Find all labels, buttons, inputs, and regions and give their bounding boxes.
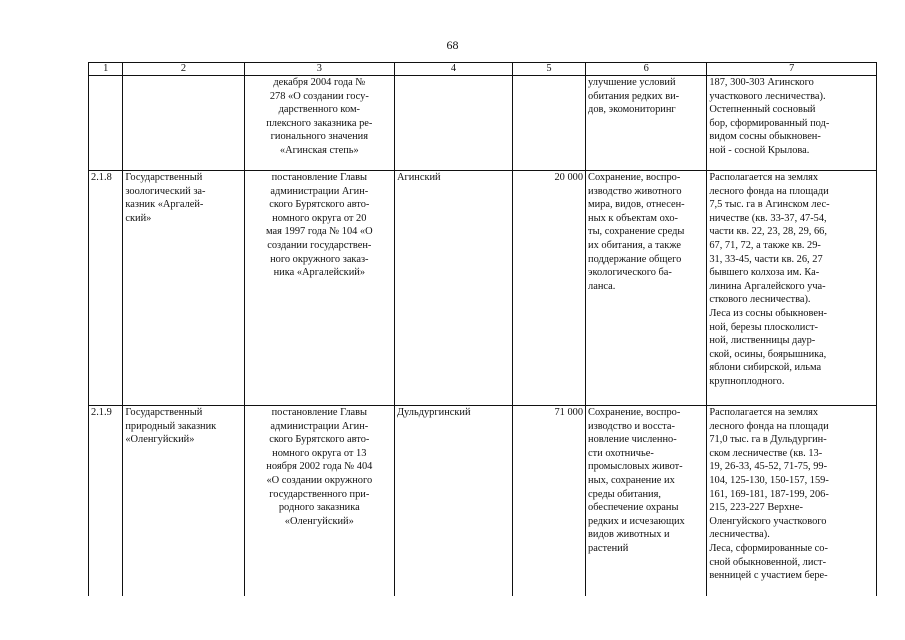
cell-document: декабря 2004 года № 278 «О создании госу- дарственного ком- плексного заказника ре- гионального значения «Агинская степь» xyxy=(244,76,394,171)
column-header: 7 xyxy=(707,63,877,76)
column-header: 4 xyxy=(394,63,512,76)
cell-district xyxy=(394,76,512,171)
table-row xyxy=(89,171,877,406)
cell-district: Агинский xyxy=(394,171,512,406)
cell-purpose: улучшение условий обитания редких ви- дов, экомониторинг xyxy=(586,76,707,171)
cell-location: 187, 300-303 Агинского участкового лесничества). Остепненный сосновый бор, сформированный под- видом сосны обыкновен- ной - сосной Крылова. xyxy=(707,76,877,171)
cell-location: Располагается на землях лесного фонда на площади 71,0 тыс. га в Дульдургин- ском лесничестве (кв. 13- 19, 26-33, 45-52, 71-75, 99- 104, 125-130, 150-157, 159- 161, 169-181, 187-199, 206- 215, 223-227 Верхне- Оленгуйского участкового лесничества). Леса, сформированные со- сной обыкновенной, лист- венницей с участием бере- xyxy=(707,406,877,601)
table-header-row xyxy=(89,63,877,76)
cell-area xyxy=(513,76,586,171)
cell-area: 20 000 xyxy=(513,171,586,406)
cell-document: постановление Главы администрации Агин- ского Бурятского авто- номного округа от 20 мая 1997 года № 104 «О создании государствен- ного окружного заказ- ника «Аргалейский» xyxy=(244,171,394,406)
cell-number: 2.1.8 xyxy=(89,171,123,406)
cell-name: Государственный зоологический за- казник «Аргалей- ский» xyxy=(123,171,244,406)
page-number: 68 xyxy=(446,38,459,52)
cell-name xyxy=(123,76,244,171)
cell-purpose: Сохранение, воспро- изводство и восста- новление численно- сти охотничье- промысловых живот- ных, сохранение их среды обитания, обеспечение охраны редких и исчезающих видов животных и растений xyxy=(586,406,707,601)
page-bottom-margin xyxy=(0,596,905,640)
table-row xyxy=(89,76,877,171)
column-header: 2 xyxy=(123,63,244,76)
table-row xyxy=(89,406,877,601)
reserves-table xyxy=(88,62,877,601)
cell-district: Дульдургинский xyxy=(394,406,512,601)
cell-name: Государственный природный заказник «Оленгуйский» xyxy=(123,406,244,601)
cell-location: Располагается на землях лесного фонда на площади 7,5 тыс. га в Агинском лес- ничестве (кв. 33-37, 47-54, части кв. 22, 23, 28, 29, 66, 67, 71, 72, а также кв. 29- 31, 33-45, части кв. 26, 27 бывшего колхоза им. Ка- линина Аргалейского уча- сткового лесничества). Леса из сосны обыкновен- ной, березы плосколист- ной, лиственницы даур- ской, осины, боярышника, яблони сибирской, ильма крупноплодного. xyxy=(707,171,877,406)
column-header: 1 xyxy=(89,63,123,76)
cell-document: постановление Главы администрации Агин- ского Бурятского авто- номного округа от 13 ноября 2002 года № 404 «О создании окружного государственного при- родного заказника «Оленгуйский» xyxy=(244,406,394,601)
cell-purpose: Сохранение, воспро- изводство животного мира, видов, отнесен- ных к объектам охо- ты, сохранение среды их обитания, а также поддержание общего экологического ба- ланса. xyxy=(586,171,707,406)
column-header: 5 xyxy=(513,63,586,76)
cell-area: 71 000 xyxy=(513,406,586,601)
column-header: 3 xyxy=(244,63,394,76)
cell-number xyxy=(89,76,123,171)
column-header: 6 xyxy=(586,63,707,76)
cell-number: 2.1.9 xyxy=(89,406,123,601)
